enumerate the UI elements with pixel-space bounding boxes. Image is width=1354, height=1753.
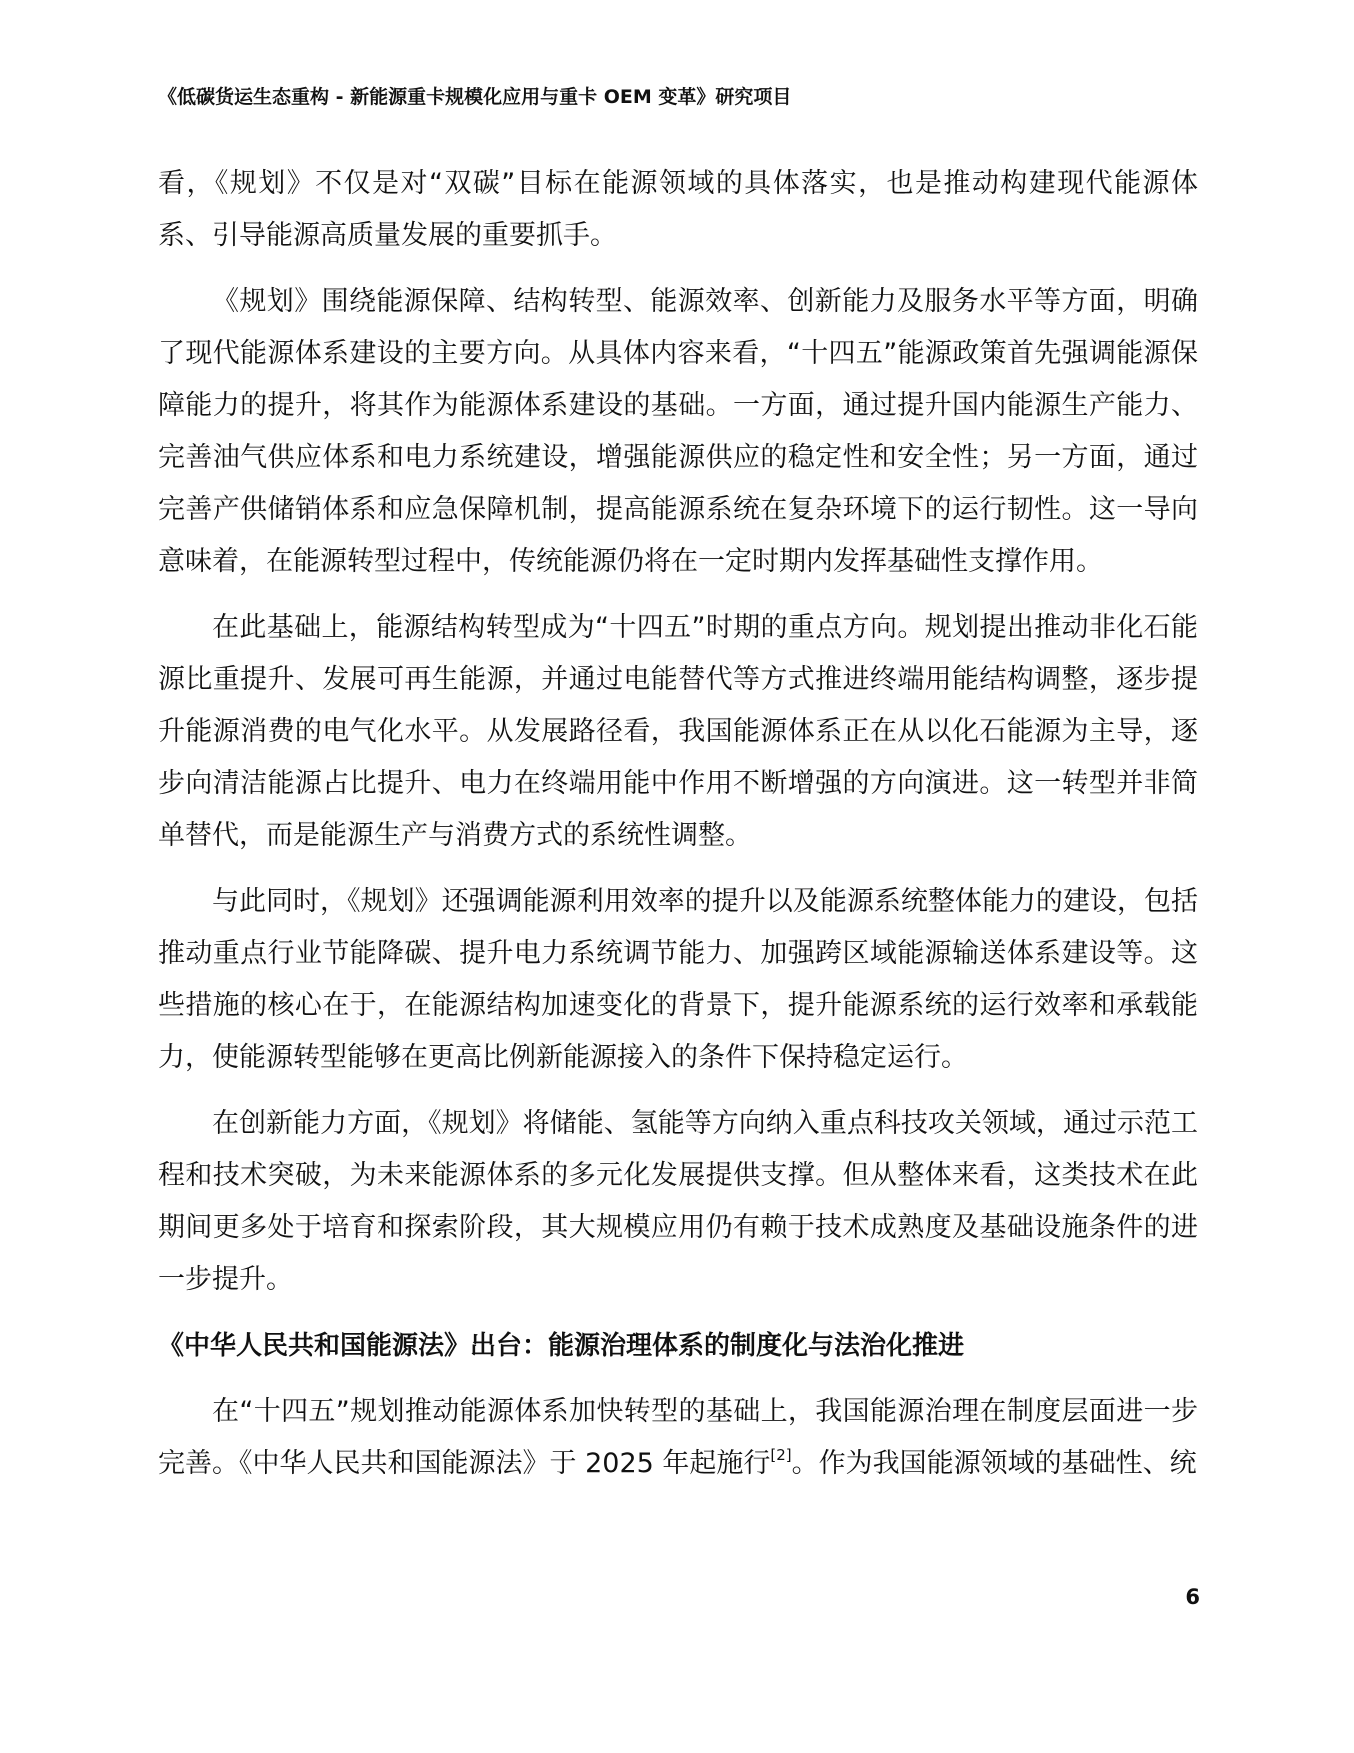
paragraph-plan-overview: 《规划》围绕能源保障、结构转型、能源效率、创新能力及服务水平等方面，明确了现代能源体系建设的主要方向。从具体内容来看，“十四五”能源政策首先强调能源保障能力的提升，将其作为能源体系建设的基础。一方面，通过提升国内能源生产能力、完善油气供应体系和电力系统建设，增强能源供应的稳定性和安全性；另一方面，通过完善产供储销体系和应急保障机制，提高能源系统在复杂环境下的运行韧性。这一导向意味着，在能源转型过程中，传统能源仍将在一定时期内发挥基础性支撑作用。 [158,286,1198,577]
body-text [158,158,1198,1490]
energy-law-text-after: 。作为我国能源领域的基础性、统 [791,1448,1197,1479]
paragraph-energy-law [158,1386,1198,1490]
paragraph-efficiency: 与此同时，《规划》还强调能源利用效率的提升以及能源系统整体能力的建设，包括推动重点行业节能降碳、提升电力系统调节能力、加强跨区域能源输送体系建设等。这些措施的核心在于，在能源结构加速变化的背景下，提升能源系统的运行效率和承载能力，使能源转型能够在更高比例新能源接入的条件下保持稳定运行。 [158,886,1198,1073]
citation-reference[interactable]: [2] [770,1446,792,1464]
page-number: 6 [1185,1585,1200,1609]
energy-law-text-before: 在“十四五”规划推动能源体系加快转型的基础上，我国能源治理在制度层面进一步完善。《中华人民共和国能源法》于 2025 年起施行 [158,1396,1198,1479]
paragraph-continuation: 看，《规划》不仅是对“双碳”目标在能源领域的具体落实，也是推动构建现代能源体系、引导能源高质量发展的重要抓手。 [158,168,1198,251]
paragraph-structure-transition: 在此基础上，能源结构转型成为“十四五”时期的重点方向。规划提出推动非化石能源比重提升、发展可再生能源，并通过电能替代等方式推进终端用能结构调整，逐步提升能源消费的电气化水平。从发展路径看，我国能源体系正在从以化石能源为主导，逐步向清洁能源占比提升、电力在终端用能中作用不断增强的方向演进。这一转型并非简单替代，而是能源生产与消费方式的系统性调整。 [158,612,1198,851]
paragraph-innovation: 在创新能力方面，《规划》将储能、氢能等方向纳入重点科技攻关领域，通过示范工程和技术突破，为未来能源体系的多元化发展提供支撑。但从整体来看，这类技术在此期间更多处于培育和探索阶段，其大规模应用仍有赖于技术成熟度及基础设施条件的进一步提升。 [158,1108,1198,1295]
running-header: 《低碳货运生态重构 - 新能源重卡规模化应用与重卡 OEM 变革》研究项目 [158,86,792,108]
section-heading: 《中华人民共和国能源法》出台：能源治理体系的制度化与法治化推进 [158,1331,965,1361]
